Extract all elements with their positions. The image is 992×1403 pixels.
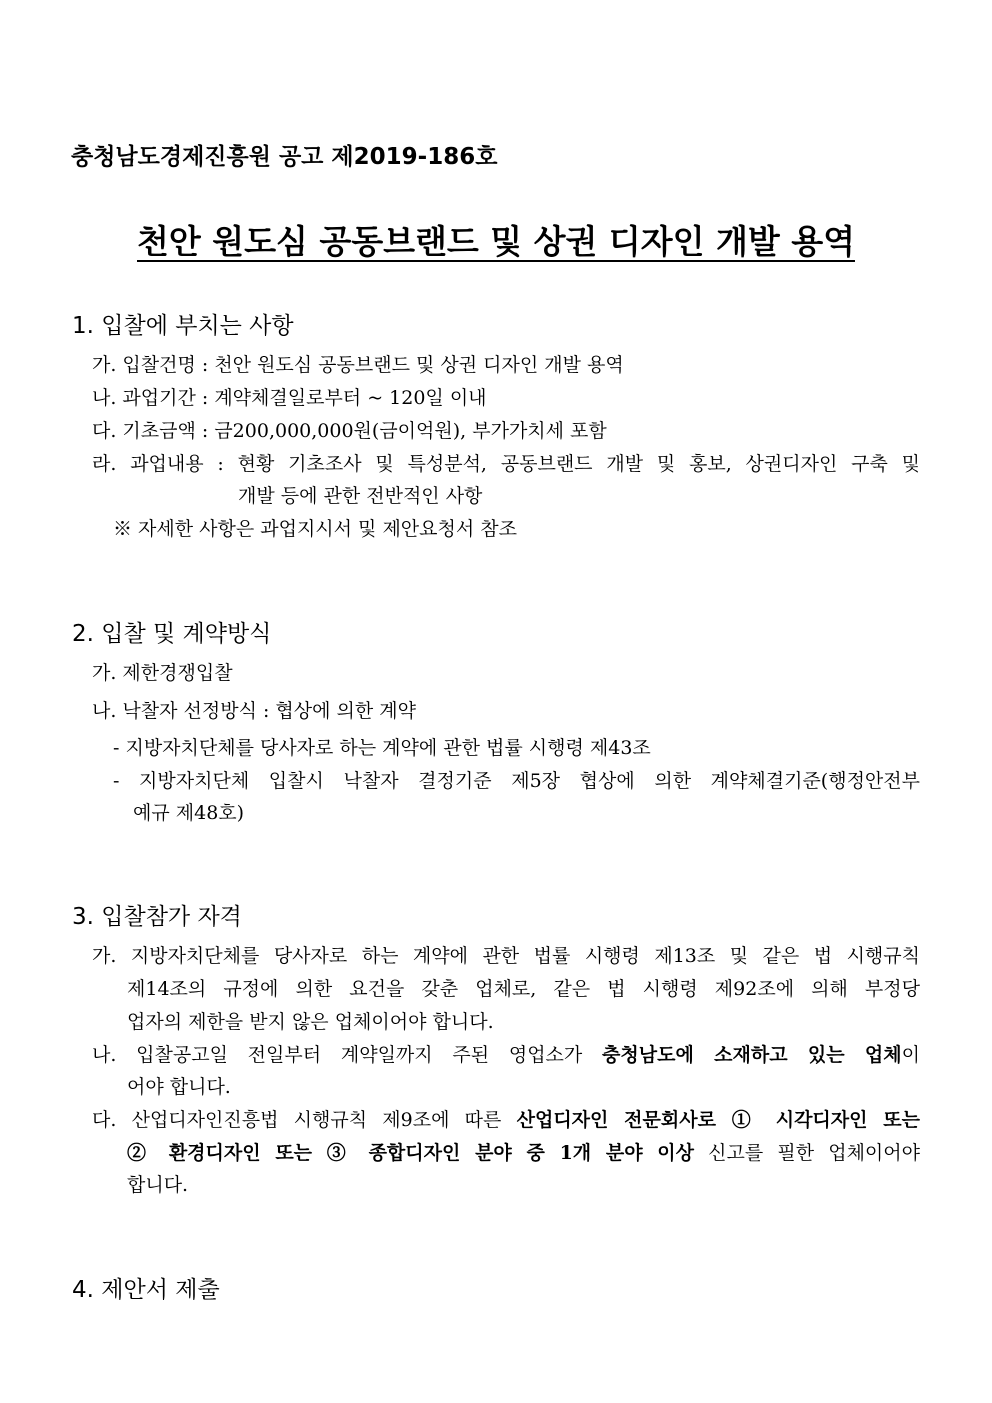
section-1-item-b: 나. 과업기간 : 계약체결일로부터 ~ 120일 이내 — [92, 387, 487, 409]
section-1-item-c: 다. 기초금액 : 금200,000,000원(금이억원), 부가가치세 포함 — [92, 420, 607, 442]
section-3-item-b-line-1 — [92, 1043, 920, 1067]
section-3-item-a-line-1: 가. 지방자치단체를 당사자로 하는 계약에 관한 법률 시행령 제13조 및 같은 법 시행규칙 — [92, 945, 920, 967]
section-1-item-a: 가. 입찰건명 : 천안 원도심 공동브랜드 및 상권 디자인 개발 용역 — [92, 354, 624, 376]
document-title — [0, 216, 992, 263]
notice-number: 충청남도경제진흥원 공고 제2019-186호 — [71, 144, 498, 170]
section-3-item-c-emphasis-1: 산업디자인 전문회사로 ① 시각디자인 또는 — [516, 1109, 920, 1131]
section-2-subitem-1: - 지방자치단체를 당사자로 하는 계약에 관한 법률 시행령 제43조 — [113, 737, 651, 759]
section-2-item-b: 나. 낙찰자 선정방식 : 협상에 의한 계약 — [92, 700, 416, 722]
section-2-subitem-2-cont: 예규 제48호) — [133, 802, 245, 824]
section-3-item-b-text: 나. 입찰공고일 전일부터 계약일까지 주된 영업소가 — [92, 1044, 603, 1066]
document-title-text: 천안 원도심 공동브랜드 및 상권 디자인 개발 용역 — [137, 222, 855, 261]
section-3-item-b-line-2: 어야 합니다. — [127, 1076, 231, 1098]
section-4-heading: 4. 제안서 제출 — [72, 1277, 220, 1303]
section-2-heading: 2. 입찰 및 계약방식 — [72, 621, 272, 647]
section-3-item-a-line-2: 제14조의 규정에 의한 요건을 갖춘 업체로, 같은 법 시행령 제92조에 의해 부정당 — [127, 978, 920, 1000]
section-3-item-c-line-1 — [92, 1108, 920, 1132]
section-3-item-c-emphasis-2: ② 환경디자인 또는 ③ 종합디자인 분야 중 1개 분야 이상 — [127, 1142, 695, 1164]
section-3-item-c-line-3: 합니다. — [127, 1174, 189, 1196]
section-1-note: ※ 자세한 사항은 과업지시서 및 제안요청서 참조 — [113, 518, 517, 540]
section-3-item-c-line-2 — [127, 1141, 920, 1165]
section-3-item-c-text: 다. 산업디자인진흥법 시행규칙 제9조에 따른 — [92, 1109, 517, 1131]
section-3-item-c-tail: 신고를 필한 업체이어야 — [694, 1142, 920, 1164]
section-1-heading: 1. 입찰에 부치는 사항 — [72, 313, 294, 339]
section-3-item-b-tail: 이 — [901, 1044, 920, 1066]
section-2-item-a: 가. 제한경쟁입찰 — [92, 662, 233, 684]
section-3-item-b-emphasis: 충청남도에 소재하고 있는 업체 — [602, 1044, 902, 1066]
section-2-subitem-2: - 지방자치단체 입찰시 낙찰자 결정기준 제5장 협상에 의한 계약체결기준(행정안전부 — [113, 770, 920, 792]
section-1-item-d: 라. 과업내용 : 현황 기초조사 및 특성분석, 공동브랜드 개발 및 홍보, 상권디자인 구축 및 — [92, 453, 920, 475]
section-3-heading: 3. 입찰참가 자격 — [72, 904, 242, 930]
section-1-item-d-cont: 개발 등에 관한 전반적인 사항 — [238, 485, 483, 507]
section-3-item-a-line-3: 업자의 제한을 받지 않은 업체이어야 합니다. — [127, 1011, 494, 1033]
